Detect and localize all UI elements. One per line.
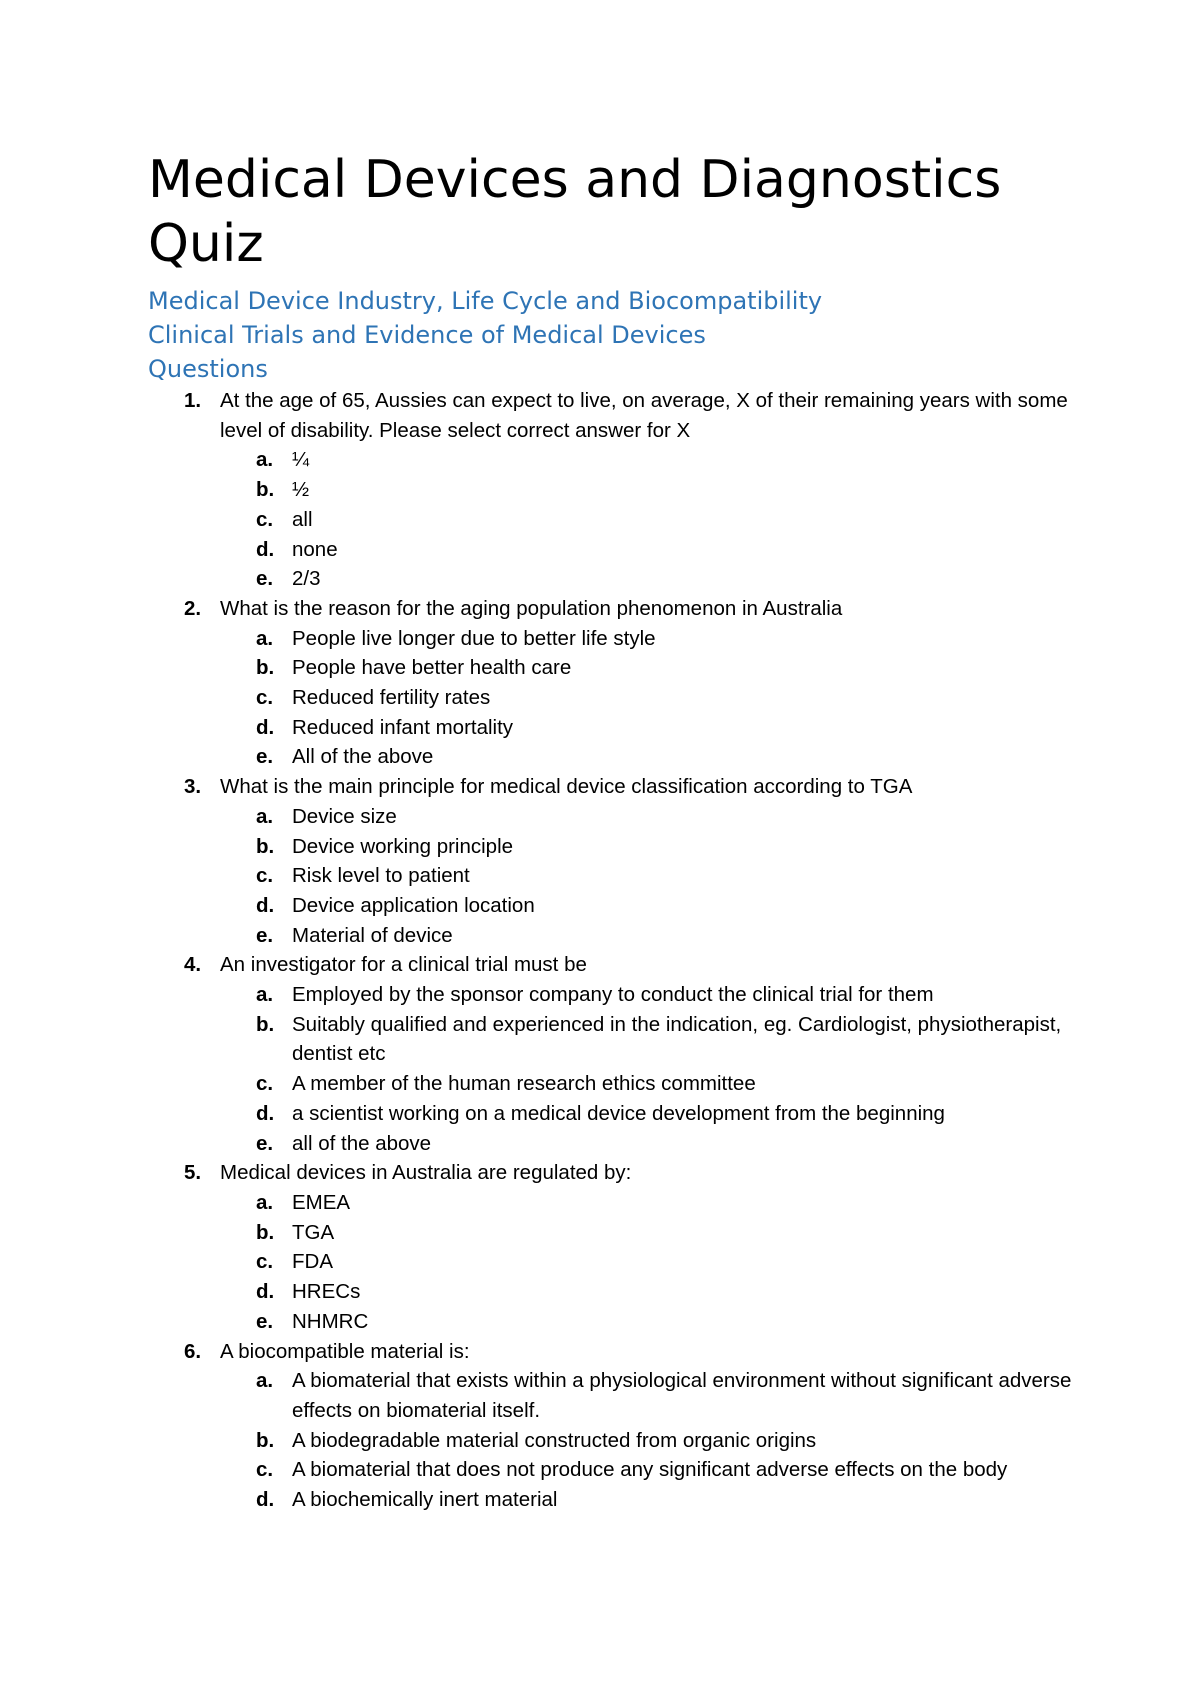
- option-text: 2/3: [292, 567, 321, 591]
- answer-option: [220, 683, 1078, 713]
- question-item: [148, 772, 1078, 950]
- answer-option: [220, 1099, 1078, 1129]
- option-text: Risk level to patient: [292, 864, 470, 888]
- option-text: FDA: [292, 1250, 333, 1274]
- answer-option: [220, 861, 1078, 891]
- option-letter: a.: [256, 1190, 274, 1214]
- option-text: People have better health care: [292, 656, 572, 680]
- option-letter: b.: [256, 1012, 275, 1036]
- option-letter: b.: [256, 1428, 275, 1452]
- option-letter: c.: [256, 1458, 274, 1482]
- option-text: EMEA: [292, 1190, 351, 1214]
- option-text: All of the above: [292, 745, 434, 769]
- question-item: [148, 1158, 1078, 1336]
- option-text: TGA: [292, 1220, 335, 1244]
- option-letter: c.: [256, 507, 274, 531]
- page-title: Medical Devices and Diagnostics Quiz: [148, 150, 1002, 274]
- answer-options: [220, 1188, 1078, 1337]
- option-text: Material of device: [292, 923, 453, 947]
- option-text: Employed by the sponsor company to conduct the clinical trial for them: [292, 983, 934, 1007]
- answer-option: [220, 980, 1078, 1010]
- option-text: HRECs: [292, 1280, 361, 1304]
- option-text: People live longer due to better life style: [292, 626, 656, 650]
- option-letter: b.: [256, 656, 275, 680]
- option-text: Reduced fertility rates: [292, 686, 491, 710]
- question-text: An investigator for a clinical trial must be: [220, 953, 587, 977]
- option-letter: d.: [256, 537, 275, 561]
- option-text: A member of the human research ethics committee: [292, 1072, 756, 1096]
- question-item: [148, 386, 1078, 594]
- option-letter: c.: [256, 686, 274, 710]
- answer-option: [220, 1307, 1078, 1337]
- answer-option: [220, 1485, 1078, 1515]
- option-text: Device application location: [292, 893, 535, 917]
- answer-options: [220, 802, 1078, 951]
- option-letter: d.: [256, 1280, 275, 1304]
- answer-option: [220, 445, 1078, 475]
- question-number: 5.: [184, 1161, 202, 1185]
- option-text: NHMRC: [292, 1309, 369, 1333]
- answer-option: [220, 1366, 1078, 1425]
- answer-option: [220, 505, 1078, 535]
- option-text: all: [292, 507, 313, 531]
- option-letter: e.: [256, 1309, 274, 1333]
- answer-option: [220, 1277, 1078, 1307]
- answer-option: [220, 802, 1078, 832]
- option-letter: d.: [256, 893, 275, 917]
- question-item: [148, 1337, 1078, 1515]
- option-text: Suitably qualified and experienced in the indication, eg. Cardiologist, physiotherapist, dentist etc: [292, 1012, 1062, 1066]
- answer-option: [220, 1455, 1078, 1485]
- question-number: 6.: [184, 1339, 202, 1363]
- questions-list: [148, 386, 1078, 1515]
- option-text: a scientist working on a medical device development from the beginning: [292, 1101, 945, 1125]
- question-text: At the age of 65, Aussies can expect to live, on average, X of their remaining years with some level of disability. Please select correct answer for X: [220, 389, 1068, 442]
- answer-options: [220, 980, 1078, 1158]
- section-heading-industry: Medical Device Industry, Life Cycle and Biocompatibility: [148, 287, 823, 315]
- question-text: What is the reason for the aging population phenomenon in Australia: [220, 596, 843, 620]
- answer-option: [220, 742, 1078, 772]
- answer-option: [220, 1129, 1078, 1159]
- section-heading-questions: Questions: [148, 355, 268, 383]
- question-item: [148, 594, 1078, 772]
- option-text: Device size: [292, 804, 397, 828]
- option-text: ¼: [292, 448, 310, 472]
- option-letter: c.: [256, 1072, 274, 1096]
- answer-option: [220, 832, 1078, 862]
- option-letter: e.: [256, 1131, 274, 1155]
- answer-option: [220, 1247, 1078, 1277]
- option-letter: a.: [256, 983, 274, 1007]
- section-heading-clinical-trials: Clinical Trials and Evidence of Medical Devices: [148, 321, 706, 349]
- question-number: 2.: [184, 596, 202, 620]
- option-text: A biodegradable material constructed from organic origins: [292, 1428, 817, 1452]
- answer-option: [220, 653, 1078, 683]
- answer-option: [220, 564, 1078, 594]
- option-letter: b.: [256, 478, 275, 502]
- option-text: A biomaterial that does not produce any significant adverse effects on the body: [292, 1458, 1008, 1482]
- option-letter: b.: [256, 834, 275, 858]
- answer-option: [220, 624, 1078, 654]
- option-letter: a.: [256, 1369, 274, 1393]
- answer-option: [220, 1426, 1078, 1456]
- option-letter: c.: [256, 1250, 274, 1274]
- option-letter: a.: [256, 804, 274, 828]
- option-letter: d.: [256, 715, 275, 739]
- answer-option: [220, 1010, 1078, 1069]
- question-number: 3.: [184, 775, 202, 799]
- answer-options: [220, 445, 1078, 594]
- option-letter: b.: [256, 1220, 275, 1244]
- option-letter: e.: [256, 745, 274, 769]
- answer-option: [220, 921, 1078, 951]
- answer-option: [220, 891, 1078, 921]
- answer-option: [220, 1069, 1078, 1099]
- question-number: 4.: [184, 953, 202, 977]
- answer-option: [220, 1218, 1078, 1248]
- question-text: Medical devices in Australia are regulated by:: [220, 1161, 632, 1185]
- question-text: A biocompatible material is:: [220, 1339, 470, 1363]
- document-content: [148, 148, 1078, 1515]
- question-item: [148, 950, 1078, 1158]
- option-text: A biochemically inert material: [292, 1488, 558, 1512]
- option-letter: a.: [256, 448, 274, 472]
- option-text: Device working principle: [292, 834, 514, 858]
- option-letter: e.: [256, 567, 274, 591]
- question-text: What is the main principle for medical device classification according to TGA: [220, 775, 913, 799]
- question-number: 1.: [184, 389, 202, 412]
- answer-options: [220, 1366, 1078, 1515]
- answer-option: [220, 713, 1078, 743]
- option-letter: a.: [256, 626, 274, 650]
- option-letter: e.: [256, 923, 274, 947]
- option-letter: c.: [256, 864, 274, 888]
- answer-option: [220, 1188, 1078, 1218]
- option-text: ½: [292, 478, 310, 502]
- option-letter: d.: [256, 1488, 275, 1512]
- answer-option: [220, 475, 1078, 505]
- answer-options: [220, 624, 1078, 773]
- option-text: none: [292, 537, 338, 561]
- option-text: A biomaterial that exists within a physiological environment without significant adverse effects on biomaterial itself.: [292, 1369, 1072, 1422]
- option-text: all of the above: [292, 1131, 432, 1155]
- option-text: Reduced infant mortality: [292, 715, 514, 739]
- answer-option: [220, 535, 1078, 565]
- option-letter: d.: [256, 1101, 275, 1125]
